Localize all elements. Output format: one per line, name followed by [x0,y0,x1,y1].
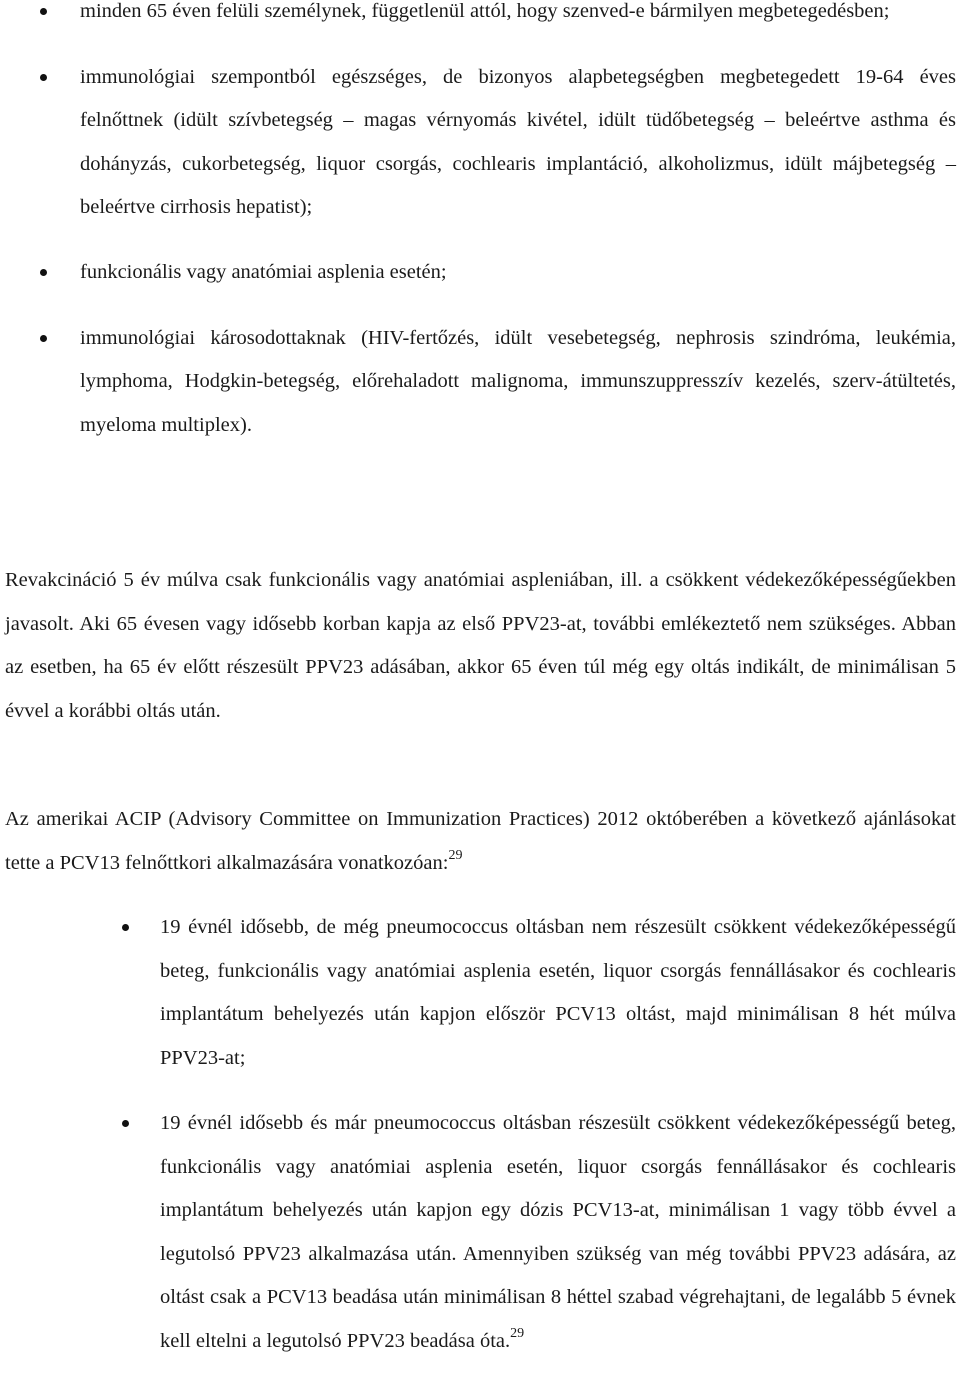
list-item: immunológiai károsodottaknak (HIV-fertőzés, idült vesebetegség, nephrosis szindróma, leukémia, lymphoma, Hodgkin-betegség, előrehaladott malignoma, immunszuppresszív kezelés, szerv-átültetés, myeloma multiplex). [80,317,956,448]
footnote-ref: 29 [510,1325,525,1341]
footnote-ref: 29 [448,847,463,863]
list-item: funkcionális vagy anatómiai asplenia esetén; [80,251,956,295]
list-item: 19 évnél idősebb, de még pneumococcus oltásban nem részesült csökkent védekezőképességű beteg, funkcionális vagy anatómiai asplenia esetén, liquor csorgás fennállásakor és cochlearis implantátum behelyezés után kapjon először PCV13 oltást, majd minimálisan 8 hét múlva PPV23-at; [160,906,956,1080]
revaccination-paragraph: Revakcináció 5 év múlva csak funkcionális vagy anatómiai aspleniában, ill. a csökkent védekezőképességűekben javasolt. Aki 65 évesen vagy idősebb korban kapja az első PPV23-at, további emlékeztető nem szükséges. Abban az esetben, ha 65 év előtt részesült PPV23 adásában, akkor 65 éven túl még egy oltás indikált, de minimálisan 5 évvel a korábbi oltás után. [5,569,956,722]
list-item: minden 65 éven felüli személynek, függetlenül attól, hogy szenved-e bármilyen megbetegedésben; [80,0,956,34]
list-item-text: 19 évnél idősebb és már pneumococcus oltásban részesült csökkent védekezőképességű beteg, funkcionális vagy anatómiai asplenia esetén, liquor csorgás fennállásakor és cochlearis implantátum behelyezés után kapjon egy dózis PCV13-at, minimálisan 1 vagy több évvel a legutolsó PPV23 alkalmazása után. Amennyiben szükség van még további PPV23 adására, az oltást csak a PCV13 beadása után minimálisan 8 héttel szabad végrehajtani, de legalább 5 évnek kell eltelni a legutolsó PPV23 beadása óta. [160,1112,956,1352]
acip-recommendation-list [0,906,956,1080]
acip-paragraph-text: Az amerikai ACIP (Advisory Committee on Immunization Practices) 2012 októberében a következő ajánlásokat tette a PCV13 felnőttkori alkalmazására vonatkozóan: [5,808,956,874]
list-item: immunológiai szempontból egészséges, de bizonyos alapbetegségben megbetegedett 19-64 éves felnőttnek (idült szívbetegség – magas vérnyomás kivétel, idült tüdőbetegség – beleértve asthma és dohányzás, cukorbetegség, liquor csorgás, cochlearis implantáció, alkoholizmus, idült májbetegség – beleértve cirrhosis hepatist); [80,56,956,230]
acip-paragraph [5,798,956,885]
indication-list [0,0,956,447]
acip-recommendation-list [0,1102,956,1364]
list-item [160,1102,956,1364]
